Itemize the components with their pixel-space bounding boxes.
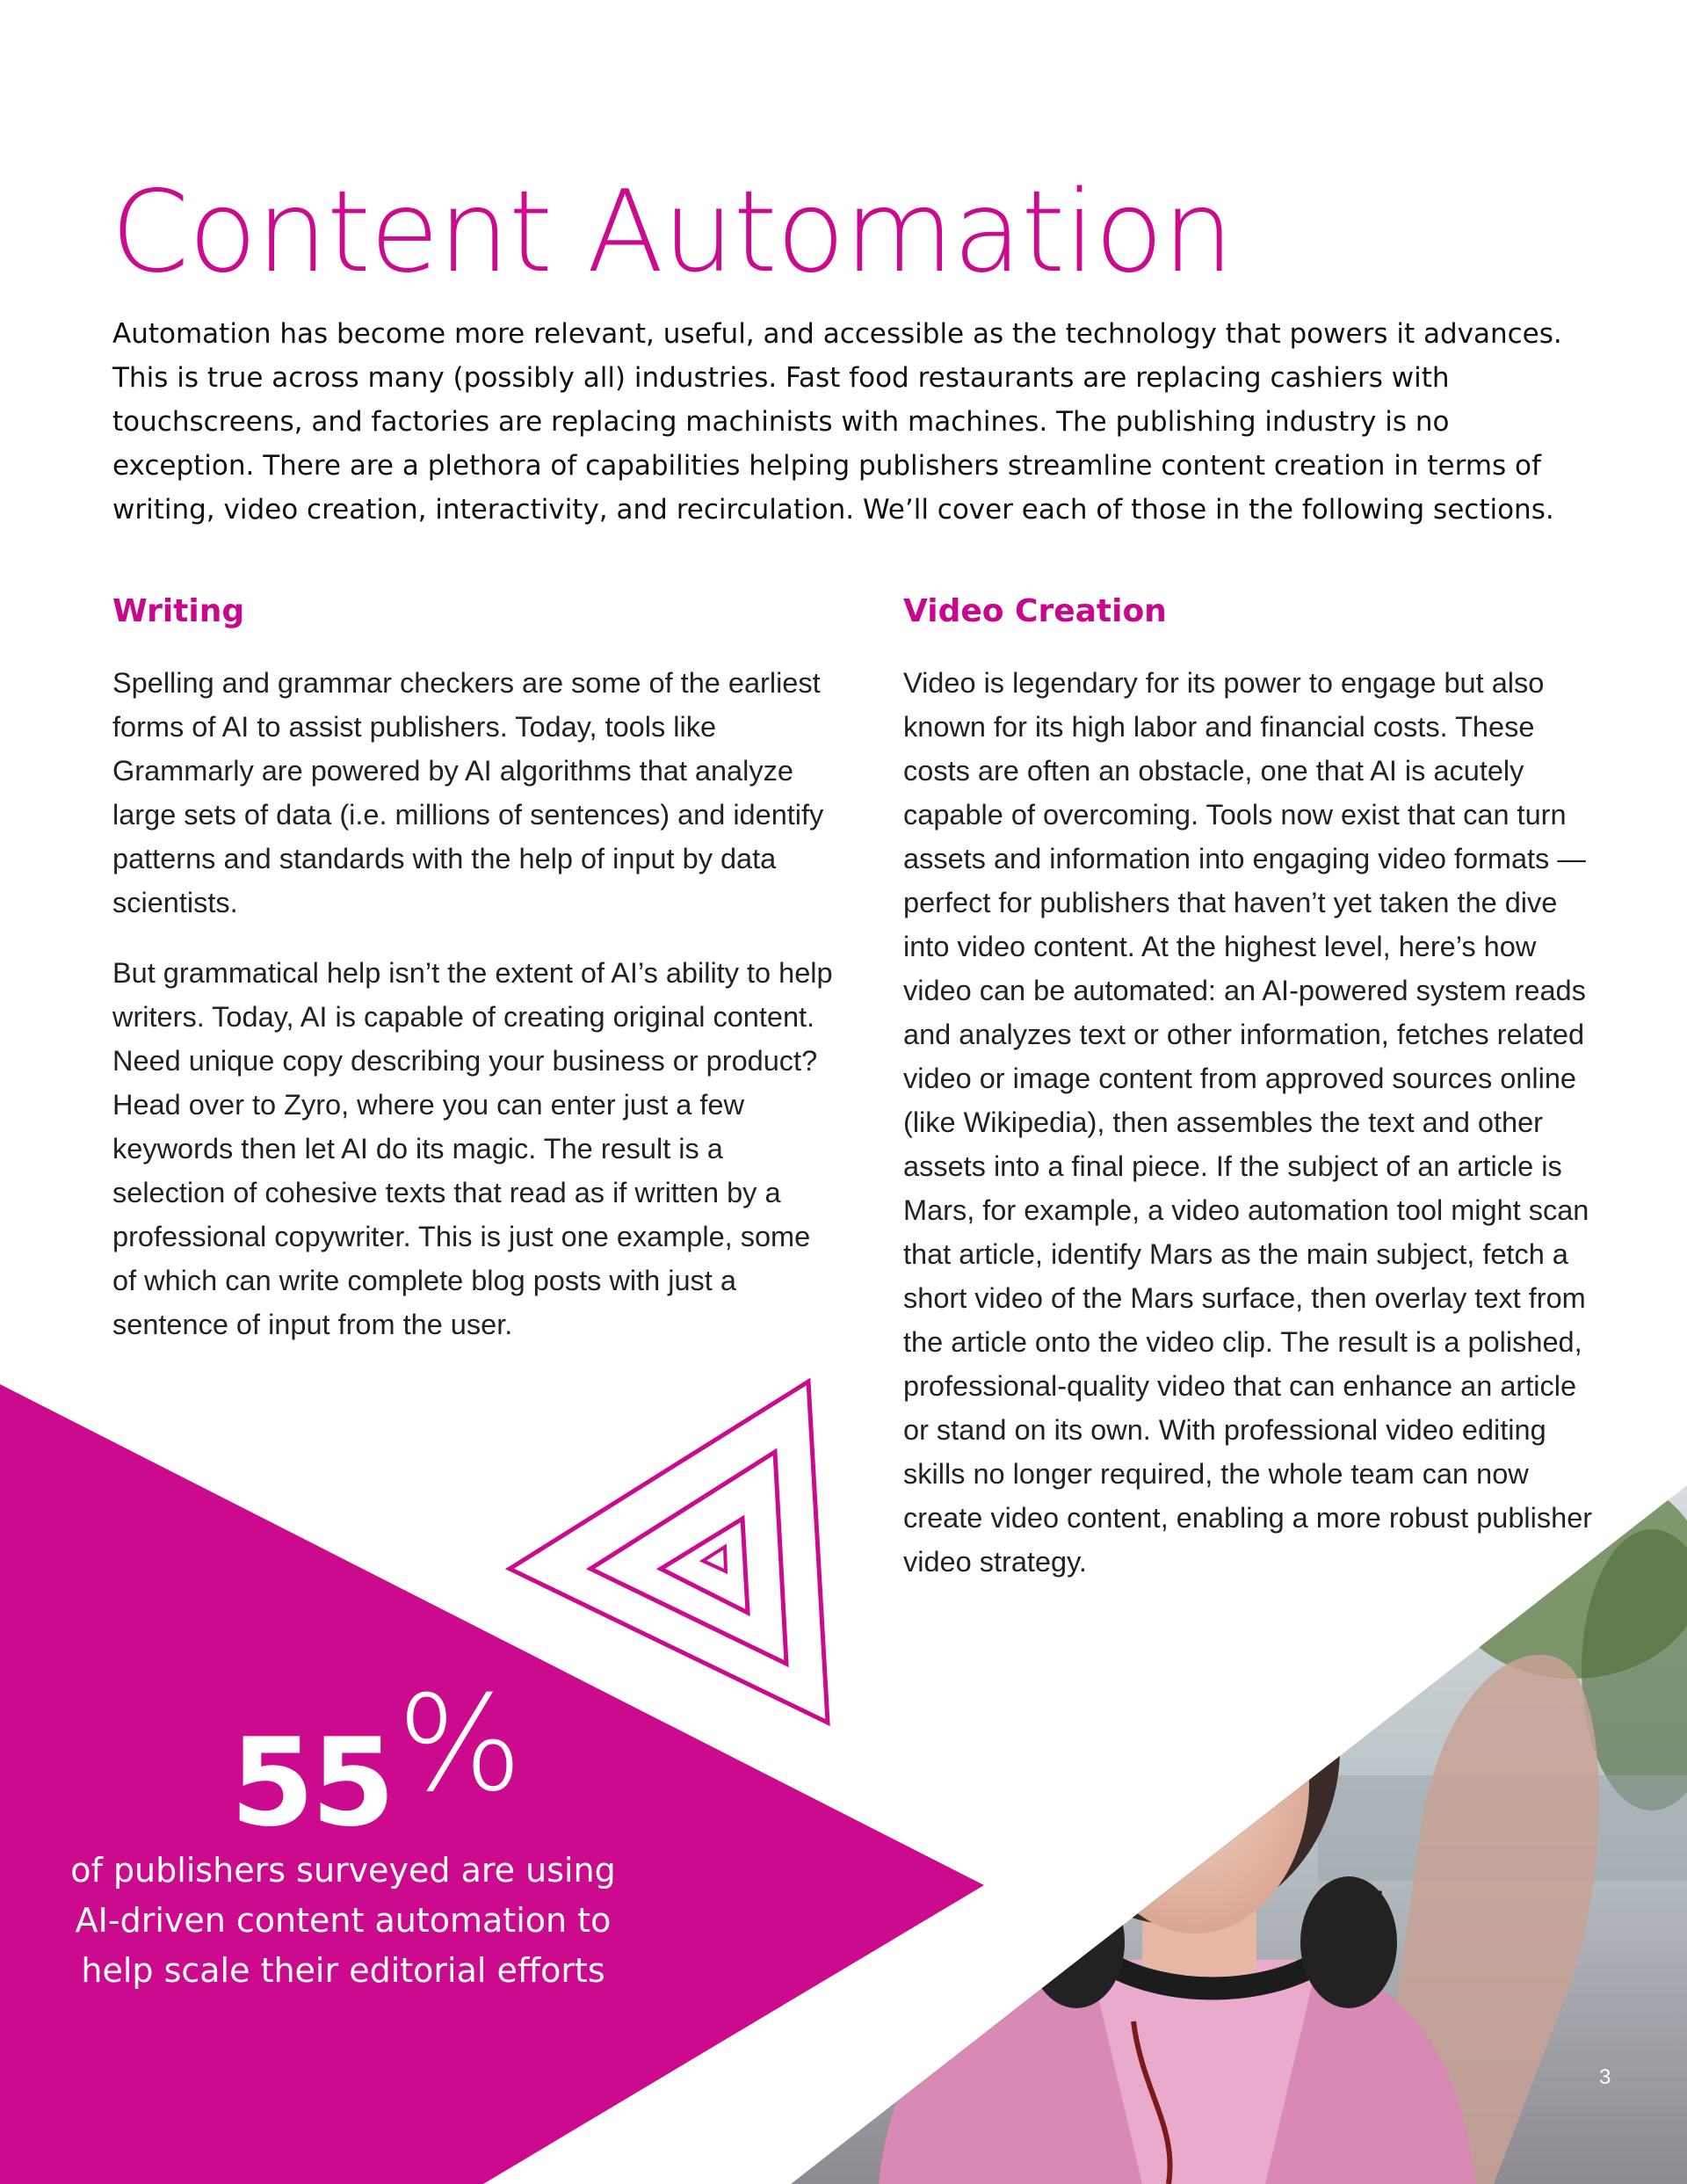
writing-paragraph-2: But grammatical help isn’t the extent of AI’s ability to help writers. Today, AI is capable of creating original content. Need unique copy describing your business or product? Head over to Zyro, where you can enter just a few keywords then let AI do its magic. The result is a selection of cohesive texts that read as if written by a professional copywriter. This is just one example, some of which can write complete blog posts with just a sentence of input from the user. xyxy=(112,957,833,1340)
stat-percentage xyxy=(230,1668,519,1854)
page-number: 3 xyxy=(1599,2065,1611,2089)
stat-caption: of publishers surveyed are using AI-driven content automation to help scale their editorial efforts xyxy=(70,1851,616,1990)
video-paragraph-1: Video is legendary for its power to engage but also known for its high labor and financial costs. These costs are often an obstacle, one that AI is acutely capable of overcoming. Tools now exist that can turn assets and information into engaging video formats — perfect for publishers that haven’t yet taken the dive into video content. At the highest level, here’s how video can be automated: an AI-powered system reads and analyzes text or other information, fetches related video or image content from approved sources online (like Wikipedia), then assembles the text and other assets into a final piece. If the subject of an article is Mars, for example, a video automation tool might scan that article, identify Mars as the main subject, fetch a short video of the Mars surface, then overlay text from the article onto the video clip. The result is a polished, professional-quality video that can enhance an article or stand on its own. With professional video editing skills no longer required, the whole team can now create video content, enabling a more robust publisher video strategy. xyxy=(903,667,1593,1578)
intro-paragraph: Automation has become more relevant, useful, and accessible as the technology that powers it advances. This is true across many (possibly all) industries. Fast food restaurants are replacing cashiers with touchscreens, and factories are replacing machinists with machines. The publishing industry is no exception. There are a plethora of capabilities helping publishers streamline content creation in terms of writing, video creation, interactivity, and recirculation. We’ll cover each of those in the following sections. xyxy=(112,318,1562,526)
page-title: Content Automation xyxy=(111,167,1234,298)
stat-number-value: 55 xyxy=(230,1712,393,1854)
writing-heading: Writing xyxy=(112,593,245,629)
writing-paragraph-1: Spelling and grammar checkers are some of the earliest forms of AI to assist publishers. Today, tools like Grammarly are powered by AI algorithms that analyze large sets of data (i.e. millions of sentences) and identify patterns and standards with the help of input by data scientists. xyxy=(112,667,824,918)
percent-symbol: % xyxy=(397,1668,519,1821)
listener-photo xyxy=(756,1468,1687,2184)
video-creation-heading: Video Creation xyxy=(903,593,1167,629)
